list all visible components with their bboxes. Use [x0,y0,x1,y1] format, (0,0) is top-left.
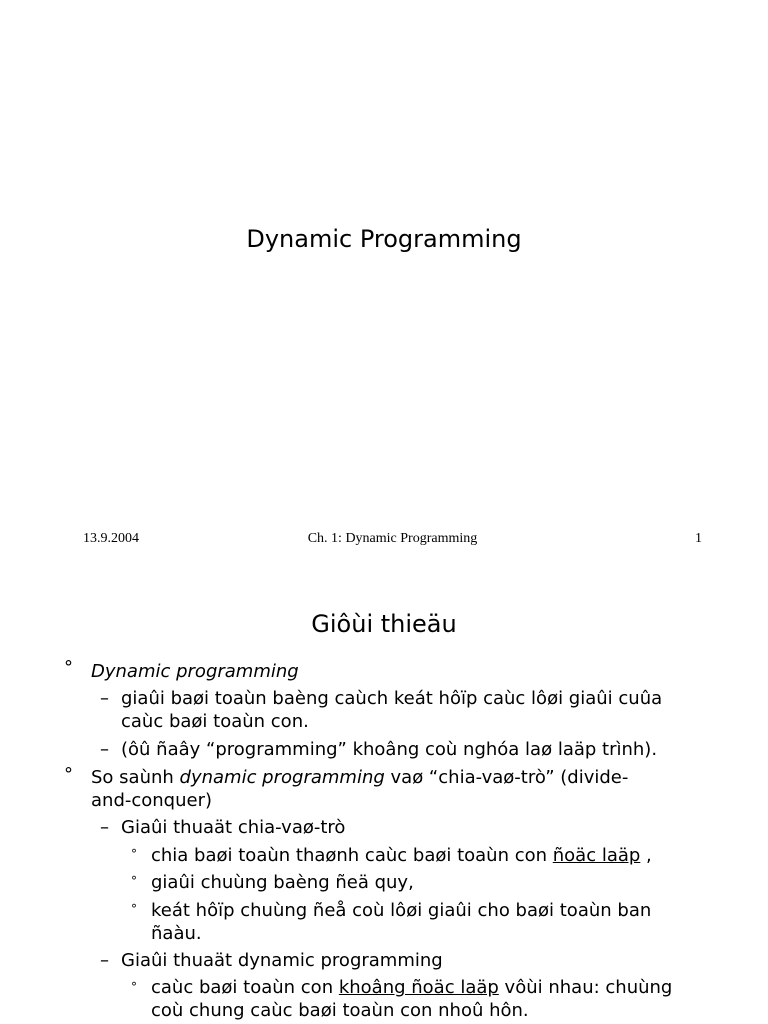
sub-bullet-text: caùc baøi toaùn con. [121,711,309,732]
sub-bullet-dp: Giaûi thuaät dynamic programming [121,950,443,971]
item-text: giaûi chuùng baèng ñeä quy, [151,872,414,893]
footer-page-number: 1 [695,531,702,546]
dash-marker: – [100,950,109,971]
dash-marker: – [100,688,109,709]
item-text: ñaàu. [151,923,202,944]
item-text [151,844,652,867]
dash-marker: – [100,817,109,838]
sub-bullet-marker: ° [131,980,137,994]
bullet-compare-emphasis: dynamic programming [179,767,385,788]
item-text-part: vôùi nhau: chuùng [498,977,673,998]
dash-marker: – [100,739,109,760]
bullet-marker: ° [64,657,73,678]
section-title: Giôùi thieäu [311,610,457,638]
sub-bullet-marker: ° [131,874,137,888]
item-text: coù chung caùc baøi toaùn con nhoû hôn. [151,1000,529,1021]
bullet-compare-text: vaø “chia-vaø-trò” (divide- [384,767,629,788]
sub-bullet-marker: ° [131,847,137,861]
underlined-term: khoâng ñoäc laäp [338,977,499,998]
item-text-part: chia baøi toaùn thaønh caùc baøi toaùn con [151,845,553,866]
item-text-part: , [640,845,652,866]
underlined-term: ñoäc laäp [552,845,641,866]
footer-date: 13.9.2004 [83,531,139,546]
sub-bullet-text: (ôû ñaây “programming” khoâng coù nghóa laø laäp trình). [121,739,658,760]
item-text: keát hôïp chuùng ñeå coù lôøi giaûi cho baøi toaùn ban [151,900,652,921]
sub-bullet-marker: ° [131,902,137,916]
bullet-compare-line2: and-conquer) [91,790,213,811]
bullet-marker: ° [64,764,73,785]
item-text [151,976,672,999]
bullet-dynamic-programming: Dynamic programming [91,661,299,682]
bullet-compare [91,766,628,789]
bullet-compare-text: So saùnh [91,767,180,788]
item-text-part: caùc baøi toaùn con [151,977,339,998]
footer-title: Ch. 1: Dynamic Programming [307,531,478,546]
sub-bullet-text: giaûi baøi toaùn baèng caùch keát hôïp caùc lôøi giaûi cuûa [121,688,663,709]
sub-bullet-divide-conquer: Giaûi thuaät chia-vaø-trò [121,817,346,838]
slide-title: Dynamic Programming [246,225,522,253]
